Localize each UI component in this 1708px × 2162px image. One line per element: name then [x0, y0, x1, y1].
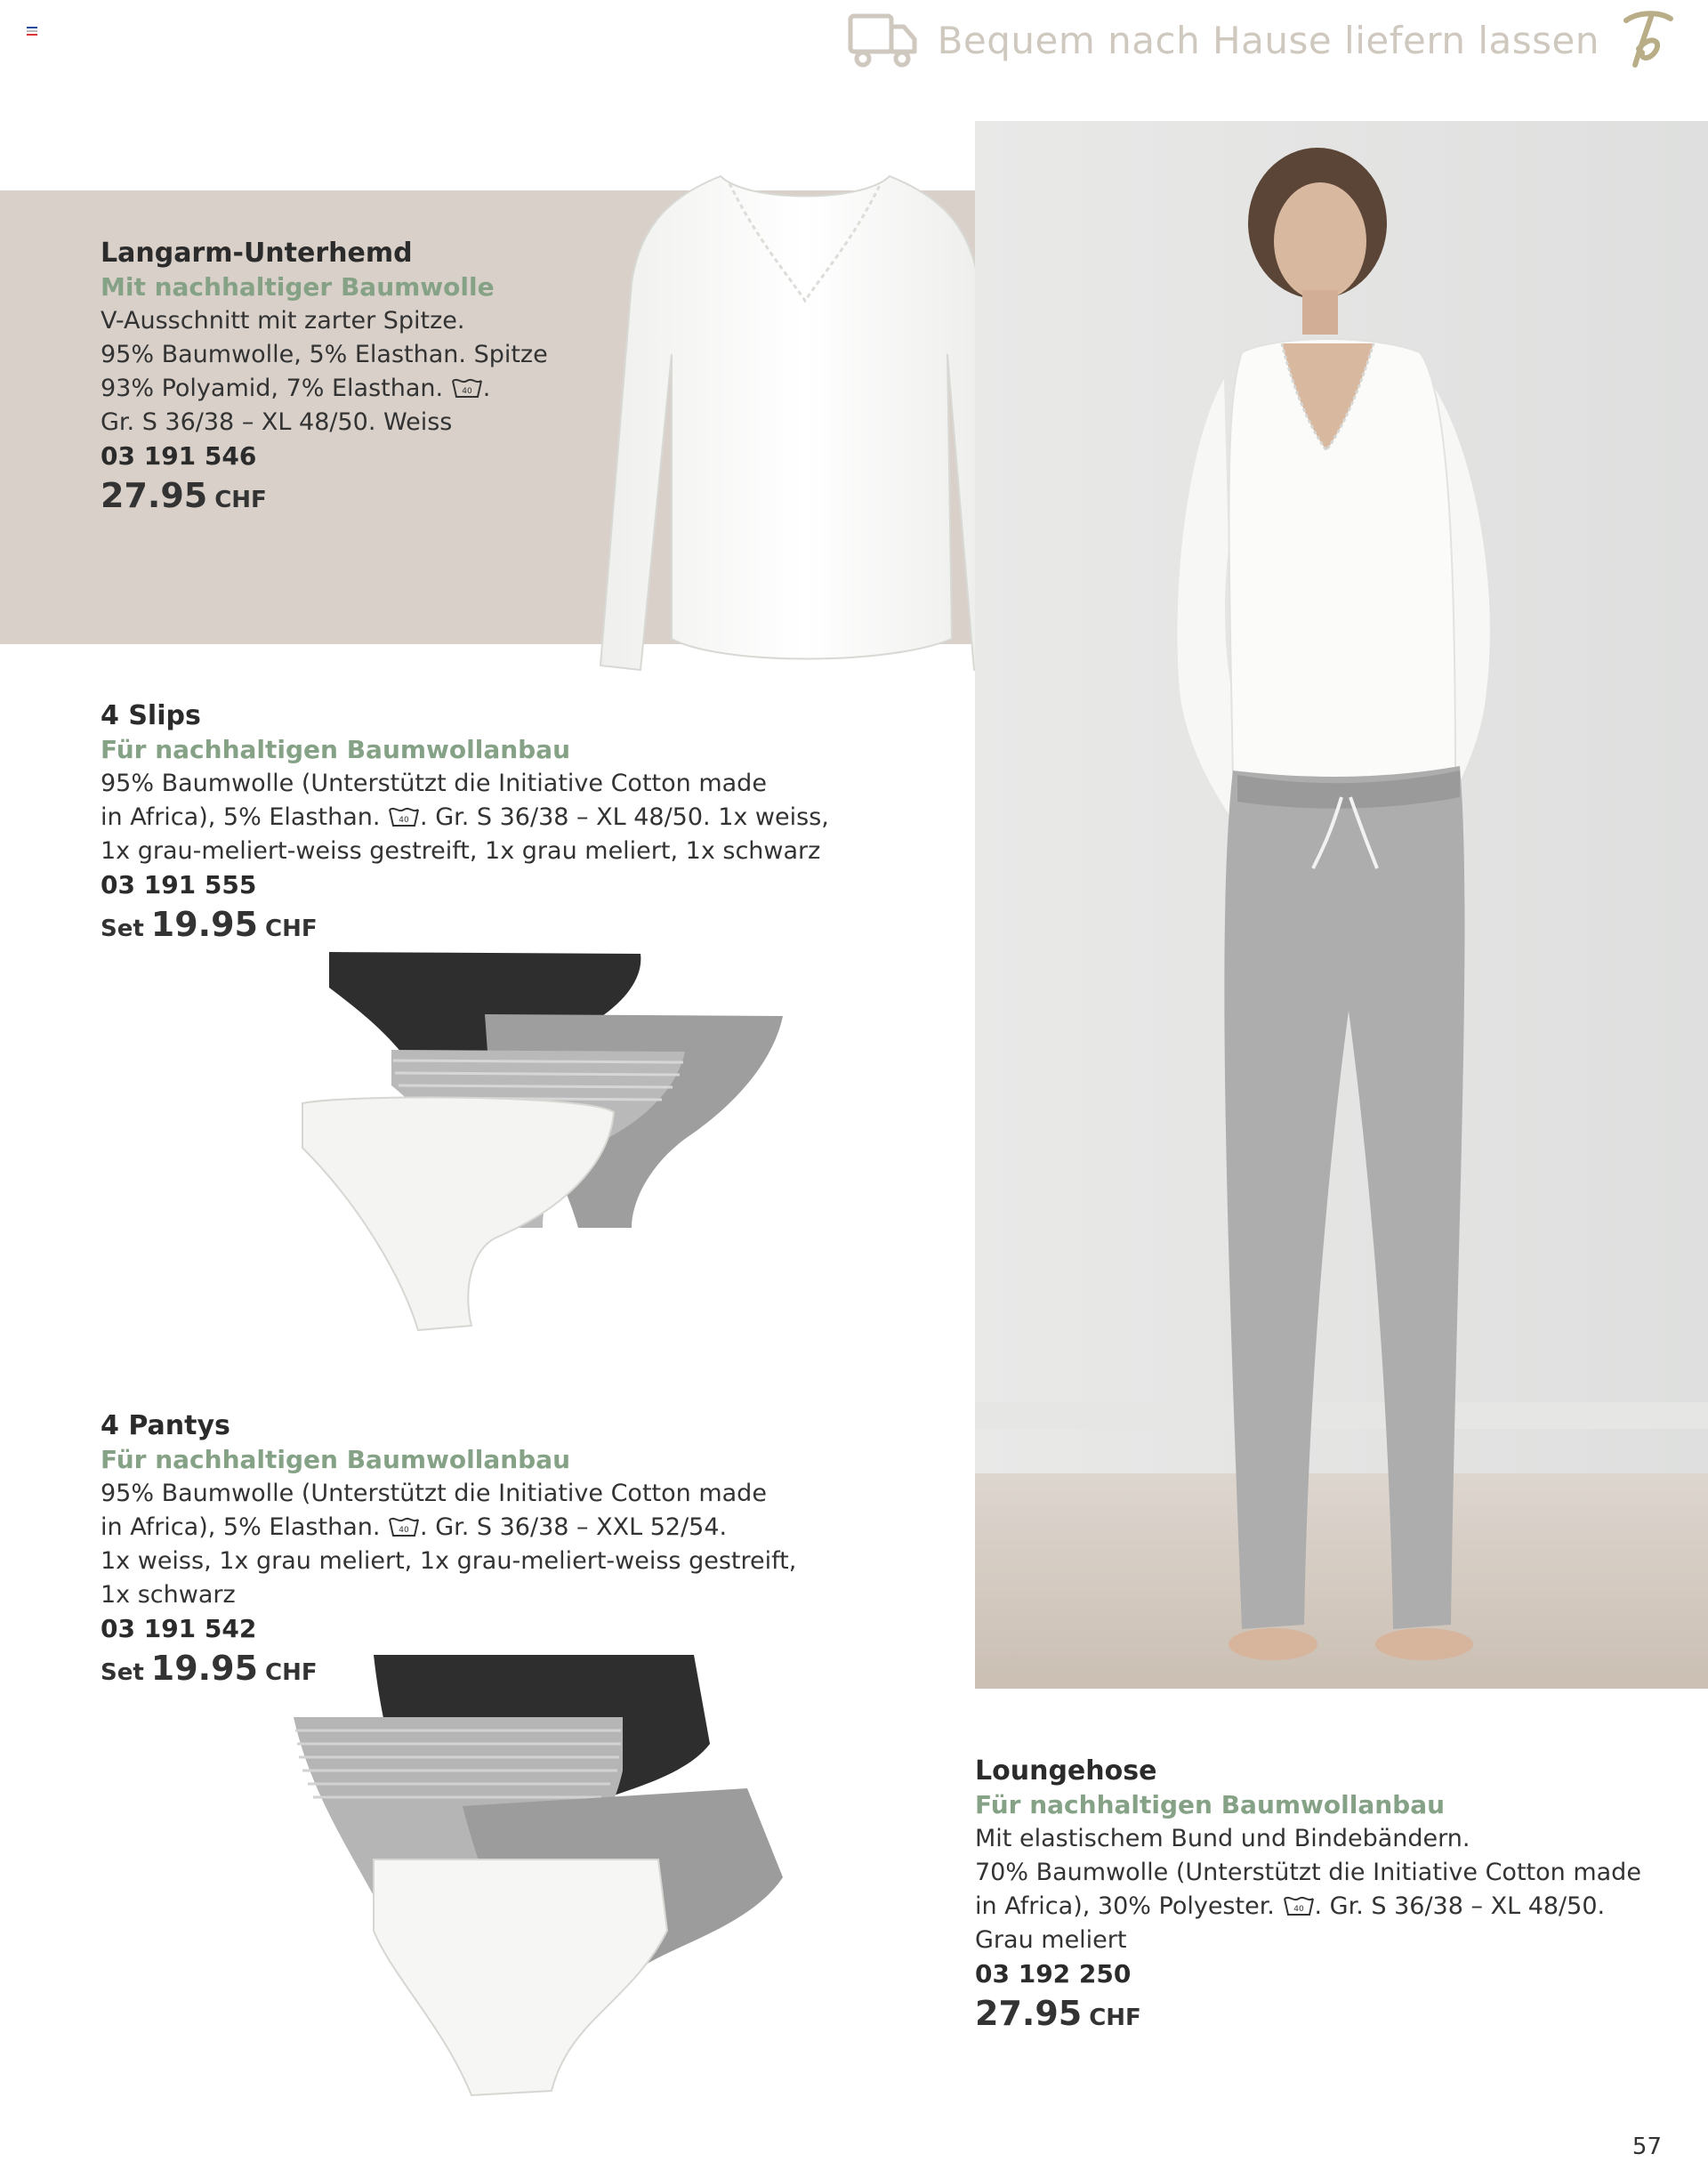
- article-number: 03 191 542: [101, 1614, 257, 1643]
- product-desc: [101, 801, 901, 835]
- wash-40-icon: [388, 1516, 420, 1537]
- header: [847, 0, 1676, 80]
- product-desc: 70% Baumwolle (Unterstützt die Initiative Cotton made: [975, 1859, 1641, 1886]
- product-desc: 95% Baumwolle, 5% Elasthan. Spitze: [101, 341, 548, 368]
- product-desc: 1x grau-meliert-weiss gestreift, 1x grau meliert, 1x schwarz: [101, 837, 821, 865]
- page-number: 57: [1631, 2134, 1662, 2160]
- tchibo-logo-icon: [1619, 8, 1676, 72]
- svg-text:40: 40: [399, 816, 409, 825]
- desc-text: . Gr. S 36/38 – XL 48/50. 1x weiss,: [420, 803, 829, 831]
- currency: CHF: [265, 1659, 318, 1686]
- desc-text: in Africa), 5% Elasthan.: [101, 1513, 381, 1541]
- product-slips: [101, 699, 901, 946]
- currency: CHF: [214, 487, 267, 513]
- product-desc: 95% Baumwolle (Unterstützt die Initiative Cotton made: [101, 770, 767, 797]
- product-title: Langarm-Unterhemd: [101, 238, 413, 269]
- product-title: Loungehose: [975, 1755, 1157, 1787]
- product-subtitle: Mit nachhaltiger Baumwolle: [101, 272, 495, 302]
- flag-icon: [27, 27, 37, 37]
- article-number: 03 192 250: [975, 1959, 1132, 1989]
- desc-text: in Africa), 5% Elasthan.: [101, 803, 381, 831]
- currency: CHF: [1089, 2005, 1141, 2031]
- desc-text: 93% Polyamid, 7% Elasthan.: [101, 375, 444, 402]
- product-desc: Mit elastischem Bund und Bindebändern.: [975, 1825, 1470, 1852]
- svg-text:40: 40: [399, 1526, 409, 1535]
- wash-40-icon: [451, 377, 483, 399]
- shirt-image: [596, 167, 1014, 683]
- product-subtitle: Für nachhaltigen Baumwollanbau: [101, 735, 571, 764]
- price: 27.95: [101, 476, 208, 515]
- set-label: Set: [101, 916, 144, 942]
- product-title: 4 Pantys: [101, 1410, 230, 1441]
- header-tagline: Bequem nach Hause liefern lassen: [937, 18, 1599, 62]
- desc-text: . Gr. S 36/38 – XL 48/50.: [1314, 1892, 1606, 1920]
- pantys-image: [285, 1646, 801, 2109]
- wash-40-icon: [388, 806, 420, 827]
- product-desc: 1x weiss, 1x grau meliert, 1x grau-meliert-weiss gestreift,: [101, 1547, 797, 1575]
- product-subtitle: Für nachhaltigen Baumwollanbau: [975, 1790, 1446, 1819]
- product-title: 4 Slips: [101, 700, 201, 731]
- price-line: [975, 1994, 1687, 2035]
- svg-text:40: 40: [461, 387, 472, 396]
- article-number: 03 191 546: [101, 441, 257, 471]
- product-lounge: [975, 1755, 1687, 2035]
- product-desc: Grau meliert: [975, 1926, 1127, 1954]
- product-desc: [101, 1511, 901, 1545]
- currency: CHF: [265, 916, 318, 942]
- svg-text:40: 40: [1293, 1905, 1304, 1914]
- product-subtitle: Für nachhaltigen Baumwollanbau: [101, 1445, 571, 1474]
- product-desc: 95% Baumwolle (Unterstützt die Initiative Cotton made: [101, 1480, 767, 1507]
- truck-icon: [847, 9, 918, 71]
- article-number: 03 191 555: [101, 870, 257, 899]
- wash-40-icon: [1283, 1895, 1315, 1916]
- price: 27.95: [975, 1994, 1083, 2033]
- desc-text: .: [482, 375, 491, 402]
- product-desc: Gr. S 36/38 – XL 48/50. Weiss: [101, 408, 453, 436]
- model-photo: [975, 121, 1708, 1689]
- product-desc: V-Ausschnitt mit zarter Spitze.: [101, 307, 465, 335]
- desc-text: . Gr. S 36/38 – XXL 52/54.: [420, 1513, 728, 1541]
- price: 19.95: [150, 1649, 258, 1688]
- product-desc: [975, 1890, 1687, 1924]
- slips-image: [294, 934, 810, 1343]
- product-desc: 1x schwarz: [101, 1581, 236, 1609]
- price: 19.95: [150, 905, 258, 944]
- desc-text: in Africa), 30% Polyester.: [975, 1892, 1275, 1920]
- set-label: Set: [101, 1659, 144, 1686]
